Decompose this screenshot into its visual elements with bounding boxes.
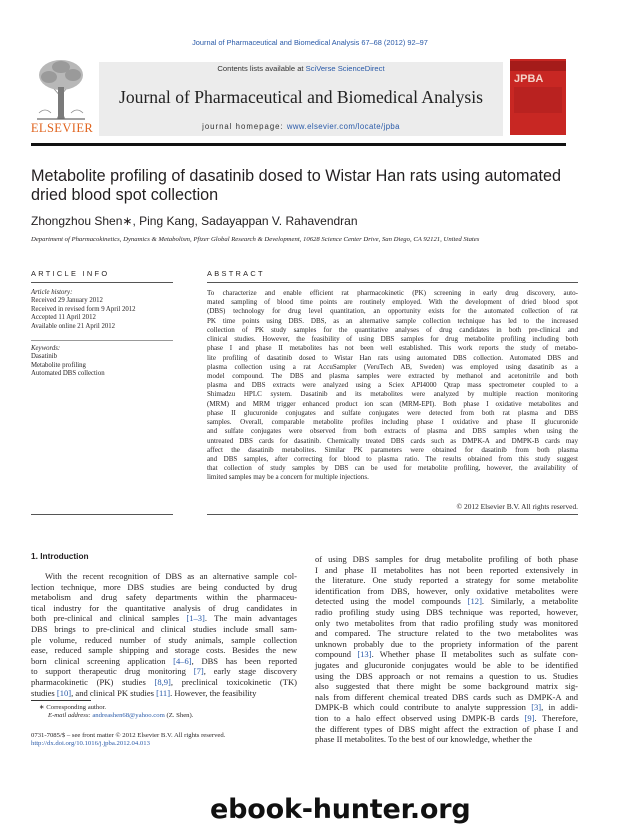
- email-line: [39, 712, 299, 720]
- elsevier-wordmark: ELSEVIER: [30, 121, 94, 135]
- abstract-line: that collection of study samples by DBS can be used for metabolite profiling, however, the availability of: [207, 464, 578, 473]
- abstract-line: limited samples may be a concern for multiple injections.: [207, 473, 369, 482]
- text-run: . However, the feasibility: [170, 687, 257, 698]
- abstract-line: affect the dasatinib metabolites. Similar PK parameters were obtained for dasatinib from both plasma: [207, 445, 578, 454]
- abstract-line: (DBS) technology for drug level quantitation, an opportunity exists for the automated collection of rat: [207, 307, 578, 316]
- abstract-line: plasma collection using a rat AccuSampler (VeruTech AB, Sweden) was employed using dasatinib as a: [207, 362, 578, 371]
- keywords-label: Keywords:: [31, 345, 61, 352]
- text-line: [31, 666, 297, 677]
- text-run: the different types of DBS might affect the extraction of phase I and: [315, 723, 578, 734]
- text-run: , preclinical toxicokinetic (TK): [170, 676, 297, 687]
- history-label: Article history:: [31, 289, 73, 296]
- text-line: [315, 596, 578, 607]
- text-line: [315, 586, 578, 597]
- text-line: [31, 624, 297, 635]
- text-line: [31, 592, 297, 603]
- text-run: , early stage discovery: [203, 666, 298, 677]
- journal-homepage-line: [99, 122, 503, 131]
- sciencedirect-link[interactable]: SciVerse ScienceDirect: [305, 64, 385, 73]
- header-rule: [31, 143, 566, 146]
- keywords: [31, 345, 181, 379]
- citation-link[interactable]: [8,9]: [154, 676, 171, 687]
- text-run: only two metabolites from that radio profiling study was monitored: [315, 617, 578, 628]
- text-run: using the DBS approach or not remains a question to us. Studies: [315, 670, 578, 681]
- watermark: ebook-hunter.org: [210, 794, 471, 825]
- citation-link[interactable]: [13]: [357, 649, 372, 660]
- text-run: . Whether phase II metabolites such as sulfate con-: [371, 649, 578, 660]
- abstract-line: clinical studies. However, the feasibility of using DBS samples for drug metabolite profiling including both: [207, 335, 578, 344]
- citation-link[interactable]: [9]: [524, 712, 535, 723]
- abstract-line: lite profiling of dasatinib dosed to Wistar Han rats using automated DBS collection. Automated DBS and: [207, 353, 578, 362]
- text-line: [315, 702, 578, 713]
- corresponding-footnote: [39, 704, 299, 721]
- text-line: [315, 628, 578, 639]
- citation-link[interactable]: [4–6]: [173, 655, 192, 666]
- issn-footer: [31, 732, 331, 749]
- text-run: . Therefore,: [534, 712, 578, 723]
- footnote-rule: [31, 700, 91, 701]
- text-line: [31, 582, 297, 593]
- keyword-item: Metabolite profiling: [31, 361, 86, 369]
- email-link[interactable]: andreashen68@yahoo.com: [92, 712, 165, 720]
- corresponding-author: ∗ Corresponding author.: [39, 704, 107, 711]
- text-line: [31, 656, 297, 667]
- text-run: identification from DBS, however, only oxidative metabolites were: [315, 585, 578, 596]
- text-line: [31, 645, 297, 656]
- text-line: [31, 571, 297, 582]
- text-line: [315, 734, 578, 745]
- abstract-body: [207, 289, 578, 483]
- article-history: [31, 289, 181, 331]
- text-run: phase II metabolites. To the best of our knowledge, whether the: [315, 734, 533, 745]
- homepage-prefix: journal homepage:: [202, 122, 287, 131]
- text-run: metabolism and drug safety departments within the pharmaceu-: [31, 592, 297, 603]
- homepage-link[interactable]: www.elsevier.com/locate/jpba: [286, 122, 400, 131]
- abstract-line: untreated DBS cards for dasatinib. Chemically treated DBS cards such as DMPK-A and DMPK-B cards may: [207, 436, 578, 445]
- abstract-line: phase I and phase II metabolites has not been well established. This work reports the study of metabo-: [207, 344, 578, 353]
- abstract-bottom-rule: [207, 514, 578, 515]
- text-line: [315, 575, 578, 586]
- text-run: nals from different chemical treated DBS cards such as DMPK-A and: [315, 691, 578, 702]
- contents-line: [99, 64, 503, 73]
- text-line: [315, 724, 578, 735]
- text-run: radio profiling study using DBS technique was reported, however,: [315, 606, 578, 617]
- intro-right-column: [315, 554, 578, 745]
- text-run: both pre-clinical and clinical samples: [31, 613, 187, 624]
- text-line: [31, 688, 297, 699]
- intro-left-column: [31, 571, 297, 698]
- text-run: , and clinical PK studies: [71, 687, 157, 698]
- abstract-line: PK time points using DBS. DBS, as an alternative sample collection technique has led to the increased: [207, 316, 578, 325]
- text-run: tion to a halo effect observed using DMPK-B cards: [315, 712, 525, 723]
- citation-link[interactable]: [7]: [193, 666, 204, 677]
- text-run: studies: [31, 687, 57, 698]
- text-run: jugates and glucuronide conjugates would be able to be identified: [315, 659, 578, 670]
- authors: Zhongzhou Shen∗, Ping Kang, Sadayappan V. Rahavendran: [31, 214, 358, 228]
- citation-link[interactable]: [3]: [531, 702, 542, 713]
- journal-cover-thumbnail[interactable]: [510, 59, 566, 135]
- email-suffix: (Z. Shen).: [164, 712, 194, 720]
- abstract-line: mated sampling of blood time points are routinely employed. With the development of dried blood spot: [207, 298, 578, 307]
- copyright: © 2012 Elsevier B.V. All rights reserved.: [456, 502, 578, 511]
- abstract-rule: [207, 282, 578, 283]
- abstract-line: and sulfate conjugates were observed from both extracts of plasma and DBS samples when using the: [207, 427, 578, 436]
- article-title: Metabolite profiling of dasatinib dosed to Wistar Han rats using automated dried blood spot collection: [31, 167, 561, 204]
- text-line: [31, 613, 297, 624]
- abstract-line: and DBS samples, after correcting for blood to plasma ratio. The results obtained from this study suggest: [207, 454, 578, 463]
- text-line: [315, 618, 578, 629]
- text-line: [315, 639, 578, 650]
- elsevier-tree-icon: [31, 57, 91, 121]
- contents-prefix: Contents lists available at: [217, 64, 306, 73]
- citation-link[interactable]: [12]: [467, 596, 482, 607]
- text-run: to support therapeutic drug monitoring: [31, 666, 194, 677]
- text-run: ease, reduced sample shipping and storage costs. Besides the new: [31, 645, 297, 656]
- text-run: lection technique, more DBS studies are being conducted by drug: [31, 581, 297, 592]
- cover-title: JPBA: [514, 73, 544, 85]
- abstract-line: collection of PK study samples for the quantitative analyses of drug candidates in both pre-clinical and: [207, 325, 578, 334]
- abstract-line: phase II glucuronide conjugates and sulfate conjugates were detected from both rat plasma and DBS: [207, 408, 578, 417]
- text-run: I and phase II metabolites has not been reported extensively in: [315, 564, 578, 575]
- abstract-line: (MRM) and MRM trigger enhanced product ion scan (MRM-EPI). Both phase I oxidative metabolites and: [207, 399, 578, 408]
- text-run: . The main advantages: [204, 613, 297, 624]
- keyword-item: Automated DBS collection: [31, 370, 105, 378]
- cover-band: [510, 61, 566, 71]
- text-line: [31, 677, 297, 688]
- text-run: DBS brings to pre-clinical and clinical studies include small sam-: [31, 623, 297, 634]
- text-line: [315, 607, 578, 618]
- history-revised: Received in revised form 9 April 2012: [31, 305, 136, 313]
- abstract-line: plasma and DBS extracts were analyzed using a Sciex API4000 Qtrap mass spectrometer coupled to a: [207, 381, 578, 390]
- citation-link[interactable]: [11]: [156, 687, 171, 698]
- keyword-item: Dasatinib: [31, 353, 58, 361]
- article-info-bottom-rule: [31, 514, 173, 515]
- info-divider: [31, 340, 173, 341]
- citation-link[interactable]: [1–3]: [186, 613, 205, 624]
- journal-title: Journal of Pharmaceutical and Biomedical Analysis: [119, 87, 483, 107]
- text-line: [31, 603, 297, 614]
- text-run: DMPK-B which could contribute to analyte suppression: [315, 702, 532, 713]
- article-info-heading: ARTICLE INFO: [31, 269, 110, 278]
- text-run: the literature. One study reported a strategy for some metabolite: [315, 575, 578, 586]
- article-info-rule: [31, 282, 173, 283]
- text-line: [315, 671, 578, 682]
- affiliation: Department of Pharmacokinetics, Dynamics & Metabolism, Pfizer Global Research & Development, 10628 Science Center Drive, San Diego, CA 92121, United States: [31, 236, 480, 243]
- text-line: [315, 692, 578, 703]
- history-online: Available online 21 April 2012: [31, 322, 116, 330]
- text-line: [315, 681, 578, 692]
- introduction-heading: 1. Introduction: [31, 551, 89, 561]
- text-run: also suggested that there might be some background matrix sig-: [315, 681, 578, 692]
- text-run: tical industry for the quantitative analysis of drug candidates in: [31, 602, 297, 613]
- text-run: With the recent recognition of DBS as an alternative sample col-: [45, 571, 297, 581]
- text-run: detected using the model compounds: [315, 596, 468, 607]
- email-label: E-mail address:: [48, 712, 93, 720]
- abstract-line: To characterize and enable efficient rat pharmacokinetic (PK) screening in early drug discovery, auto-: [207, 289, 578, 297]
- text-run: pharmacokinetic (PK) studies: [31, 676, 155, 687]
- text-line: [315, 649, 578, 660]
- citation-link[interactable]: [10]: [56, 687, 72, 698]
- text-line: [315, 660, 578, 671]
- history-accepted: Accepted 11 April 2012: [31, 314, 96, 322]
- abstract-heading: ABSTRACT: [207, 269, 265, 278]
- cover-subtitle-block: [514, 87, 562, 113]
- text-run: of using DBS samples for drug metabolite profiling of both phase: [315, 554, 578, 564]
- journal-reference[interactable]: Journal of Pharmaceutical and Biomedical Analysis 67–68 (2012) 92–97: [192, 38, 428, 47]
- text-run: compound: [315, 649, 358, 660]
- text-line: [31, 635, 297, 646]
- text-line: [315, 565, 578, 576]
- text-run: ple volume, reduced number of study animals, sample collection: [31, 634, 297, 645]
- text-run: , in addi-: [541, 702, 578, 713]
- text-run: unknown probably due to the propriety information of the parent: [315, 638, 578, 649]
- issn-line: 0731-7085/$ – see front matter © 2012 Elsevier B.V. All rights reserved.: [31, 732, 226, 739]
- abstract-line: samples. Overall, comparable metabolite profiles including phase I oxidative and phase II glucuronide: [207, 418, 578, 427]
- text-line: [315, 713, 578, 724]
- abstract-line: model compound. The DBS and plasma samples were extracted by methanol and acetonitrile and both: [207, 371, 578, 380]
- abstract-line: Shimadzu HPLC system. Dasatinib and its metabolites were analyzed by multiple reaction monitoring: [207, 390, 578, 399]
- text-run: . Similarly, a metabolite: [481, 596, 578, 607]
- text-run: and compared. The structure related to the two metabolites was: [315, 628, 578, 639]
- history-received: Received 29 January 2012: [31, 297, 103, 305]
- text-run: , DBS has been reported: [191, 655, 298, 666]
- text-line: [315, 554, 578, 565]
- doi-link[interactable]: http://dx.doi.org/10.1016/j.jpba.2012.04.013: [31, 740, 150, 748]
- text-run: born clinical screening application: [31, 655, 174, 666]
